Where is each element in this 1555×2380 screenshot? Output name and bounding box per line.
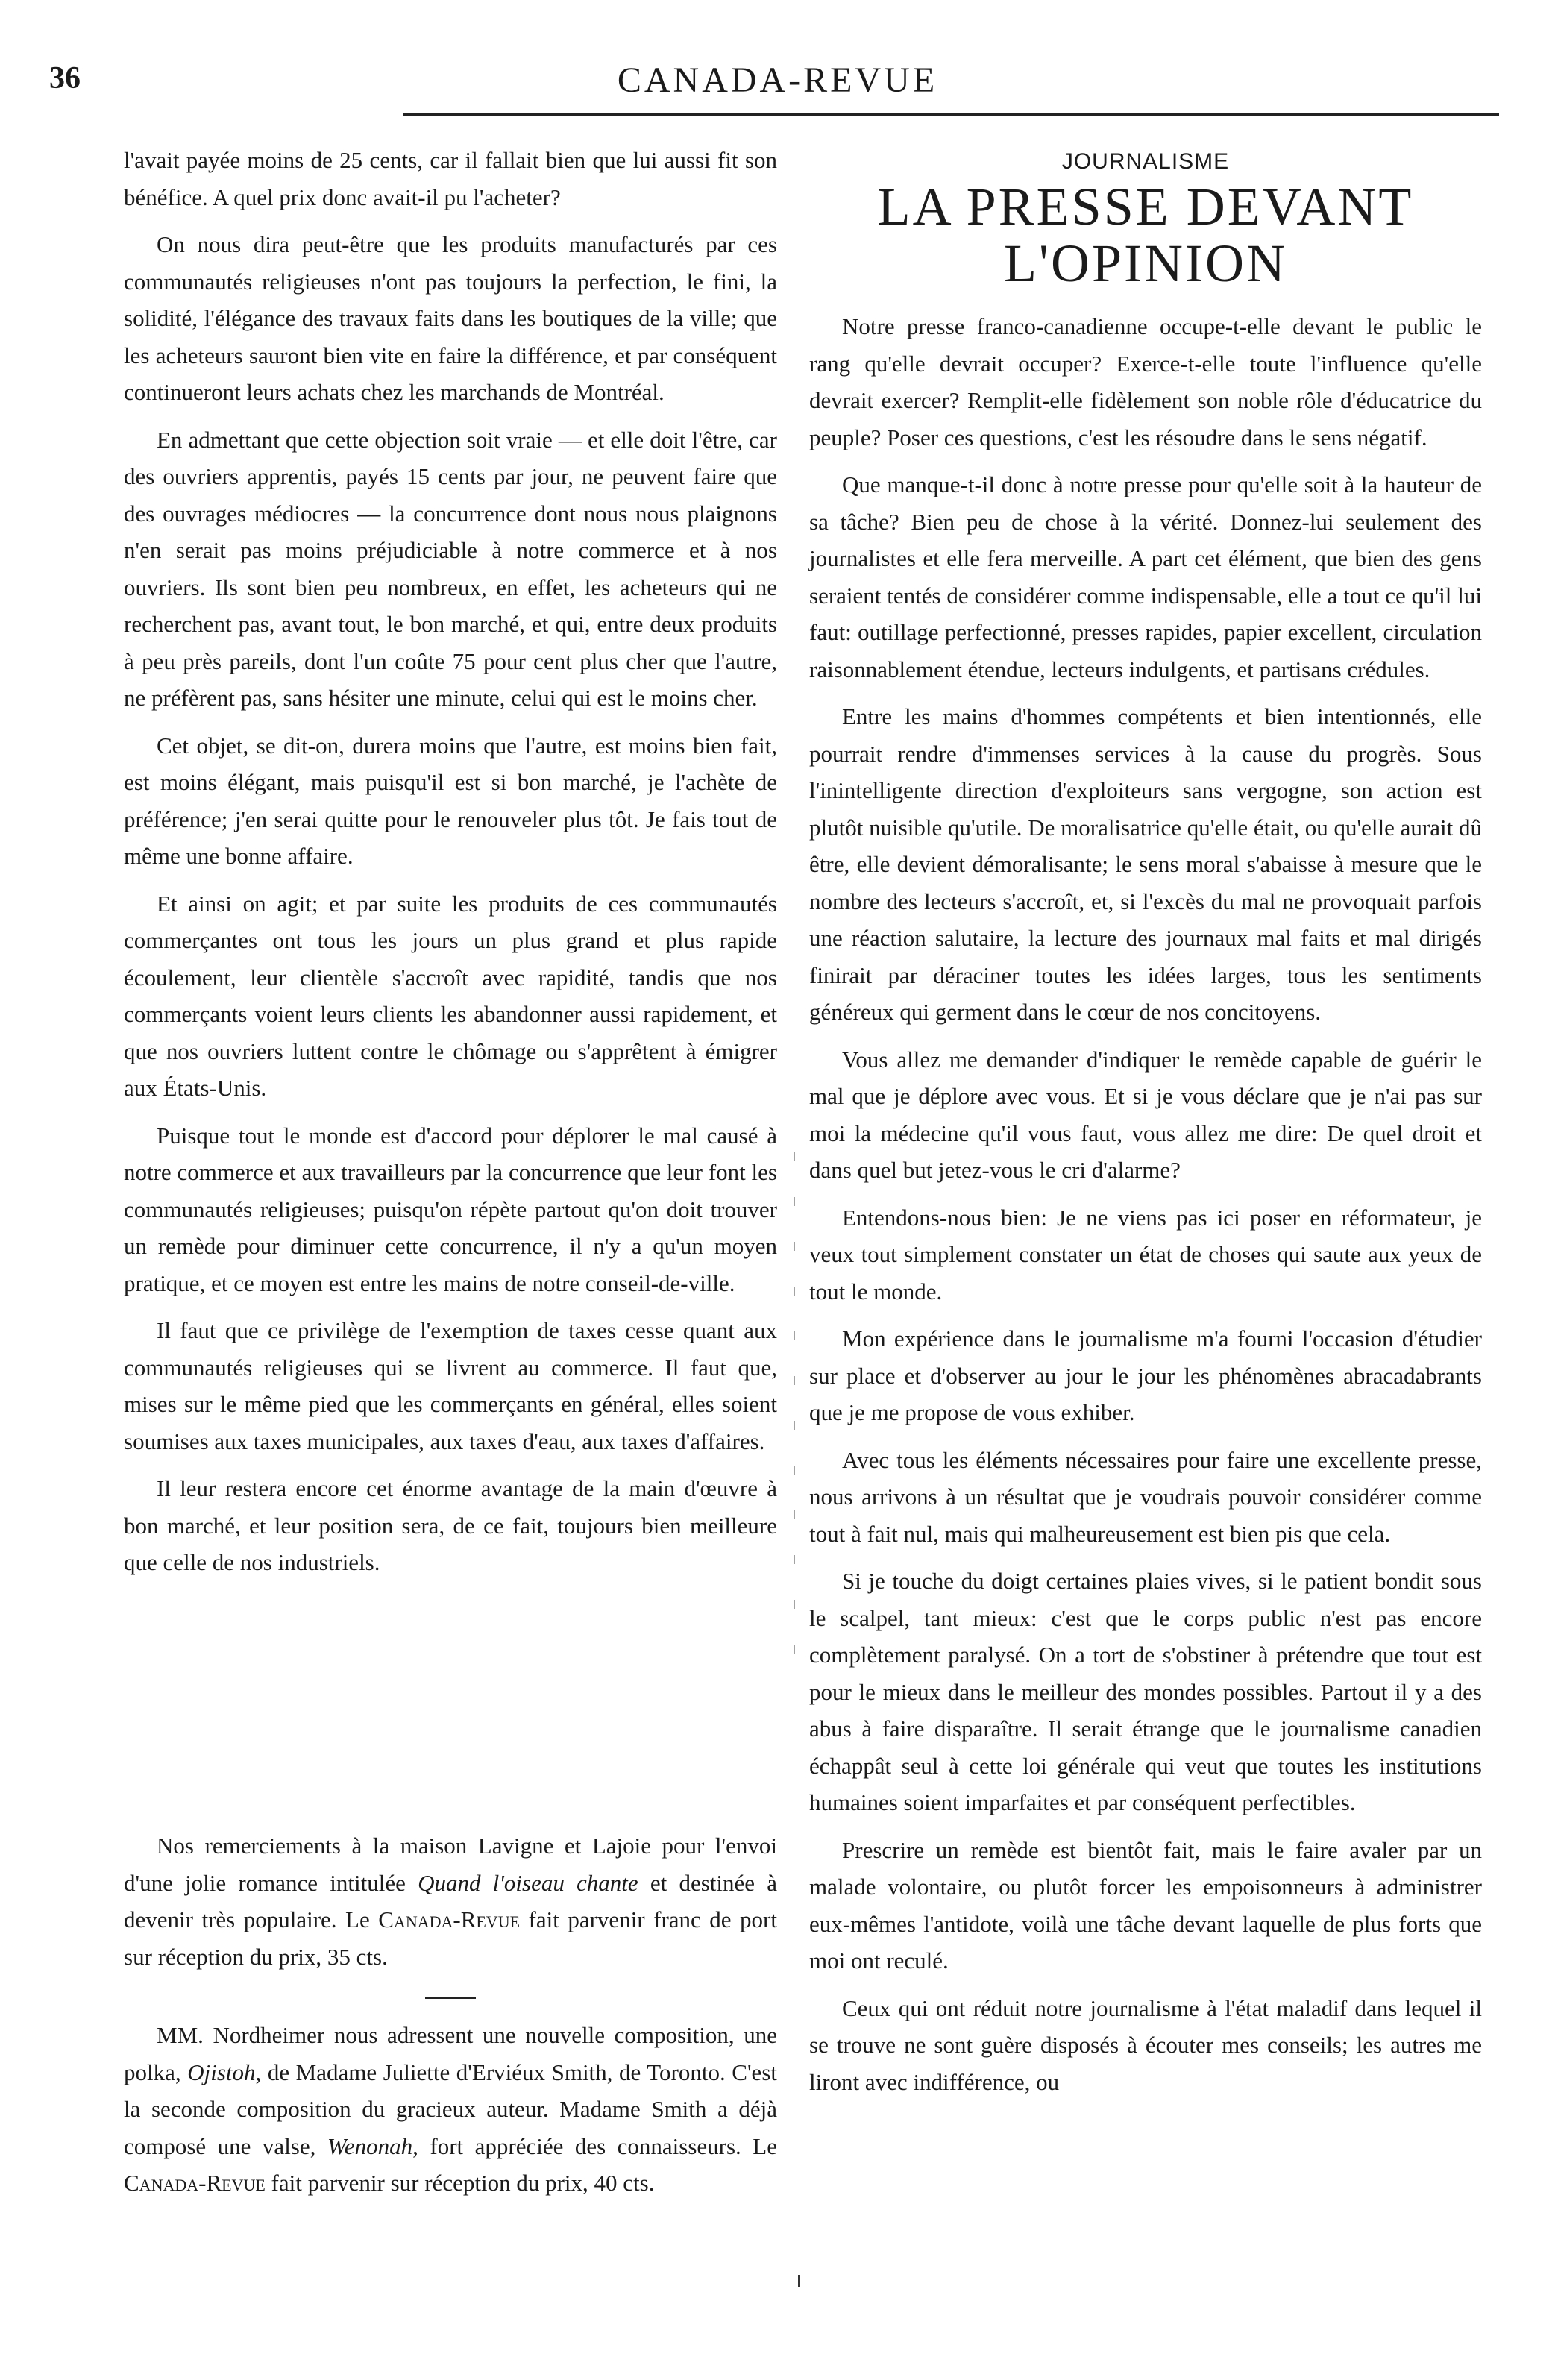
paragraph: Notre presse franco-canadienne occupe-t-elle devant le public le rang qu'elle devrait occuper? Exerce-t-elle toute l'influence qu'elle devrait exercer? Remplit-elle fidèlement son noble rôle d'éducatrice du peuple? Poser ces questions, c'est les résoudre dans le sens négatif.: [809, 313, 1482, 450]
left-column: [124, 142, 777, 1592]
paragraph: Entre les mains d'hommes compétents et bien intentionnés, elle pourrait rendre d'immenses services à la cause du progrès. Sous l'inintelligente direction d'exploiteurs sans vergogne, son action est plutôt nuisible qu'utile. De moralisatrice qu'elle était, ou qu'elle aurait dû être, elle devient démoralisante; le sens moral s'abaisse à mesure que le nombre des lecteurs s'accroît, et, si l'excès du mal ne provoquait parfois une réaction salutaire, la lecture des journaux mal faits et mal dirigés finirait par déraciner toutes les idées larges, tous les sentiments généreux qui germent dans le cœur de nos concitoyens.: [809, 703, 1482, 1026]
paragraph: Prescrire un remède est bientôt fait, mais le faire avaler par un malade volontaire, ou plutôt forcer les empoisonneurs à administrer eux-mêmes l'antidote, voilà une tâche devant laquelle de plus forts que moi ont reculé.: [809, 1836, 1482, 1974]
paragraph: l'avait payée moins de 25 cents, car il fallait bien que lui aussi fit son bénéfice. A quel prix donc avait-il pu l'acheter?: [124, 147, 777, 210]
paragraph: Vous allez me demander d'indiquer le remède capable de guérir le mal que je déplore avec vous. Et si je vous déclare que je n'ai pas sur moi la médecine qu'il vous faut, vous allez me dire: De quel droit et dans quel but jetez-vous le cri d'alarme?: [809, 1046, 1482, 1184]
paragraph: On nous dira peut-être que les produits manufacturés par ces communautés religieuses n'ont pas toujours la perfection, le fini, la solidité, l'élégance des travaux faits dans les boutiques de la ville; que les acheteurs sauront bien vite en faire la différence, et par conséquent continueront leurs achats chez les marchands de Montréal.: [124, 231, 777, 405]
paragraph: Il leur restera encore cet énorme avantage de la main d'œuvre à bon marché, et leur position sera, de ce fait, toujours bien meilleure que celle de nos industriels.: [124, 1475, 777, 1575]
paragraph: Avec tous les éléments nécessaires pour faire une excellente presse, nous arrivons à un résultat que je voudrais pouvoir considérer comme tout à fait nul, mais qui malheureusement est bien pis que cela.: [809, 1446, 1482, 1547]
notice-text: et destinée à devenir très populaire. Le: [124, 1869, 777, 1932]
column-divider: [794, 1152, 795, 1674]
notice-text: Nos remerciements à la maison Lavigne et Lajoie pour l'envoi d'une jolie romance intitulée: [124, 1833, 777, 1896]
paragraph: Puisque tout le monde est d'accord pour déplorer le mal causé à notre commerce et aux travailleurs par la concurrence que leur font les communautés religieuses; puisqu'on répète partout qu'on doit trouver un remède pour diminuer cette concurrence, il n'y a qu'un moyen pratique, et ce moyen est entre les mains de notre conseil-de-ville.: [124, 1122, 777, 1296]
paragraph: Ceux qui ont réduit notre journalisme à l'état maladif dans lequel il se trouve ne sont guère disposés à écouter mes conseils; les autres me liront avec indifférence, ou: [809, 1994, 1482, 2095]
notice-text: fait parvenir sur réception du prix, 40 cts.: [265, 2170, 655, 2196]
paragraph: Mon expérience dans le journalisme m'a fourni l'occasion d'étudier sur place et d'observer au jour le jour les phénomènes abracadabrants que je me propose de vous exhiber.: [809, 1325, 1482, 1426]
notice-paragraph: [124, 2017, 777, 2202]
song-title: Wenonah: [327, 2132, 413, 2159]
running-title: CANADA-REVUE: [617, 60, 938, 100]
page-number: 36: [49, 61, 81, 95]
notice-text: , de Madame Juliette d'Erviéux Smith, de Toronto. C'est la seconde composition du gracieux auteur. Madame Smith a déjà composé une valse,: [124, 2059, 777, 2159]
footer-mark: [798, 2275, 800, 2287]
paragraph: Entendons-nous bien: Je ne viens pas ici poser en réformateur, je veux tout simplement constater un état de choses qui saute aux yeux de tout le monde.: [809, 1204, 1482, 1304]
header-rule: [403, 113, 1499, 116]
right-column: [809, 142, 1482, 2111]
paragraph: Si je touche du doigt certaines plaies vives, si le patient bondit sous le scalpel, tant mieux: c'est que le corps public n'est pas encore complètement paralysé. On a tort de s'obstiner à prétendre que tout est pour le mieux dans le meilleur des mondes possibles. Partout il y a des abus à faire disparaître. Il serait étrange que le journalisme canadien échappât seul à cette loi générale qui veut que toutes les institutions humaines soient imparfaites et par conséquent perfectibles.: [809, 1568, 1482, 1816]
article-title: LA PRESSE DEVANT L'OPINION: [877, 177, 1414, 293]
paragraph: Que manque-t-il donc à notre presse pour qu'elle soit à la hauteur de sa tâche? Bien peu de chose à la vérité. Donnez-lui seulement des journalistes et elle fera merveille. A part cet élément, que bien des gens seraient tentés de considérer comme indispensable, elle a tout ce qu'il lui faut: outillage perfectionné, presses rapides, papier excellent, circulation raisonnablement étendue, lecteurs indulgents, et partisans crédules.: [809, 471, 1482, 682]
song-title: Quand l'oiseau chante: [418, 1869, 638, 1896]
notice-text: fait parvenir franc de port sur réception du prix, 35 cts.: [124, 1906, 777, 1970]
paragraph: En admettant que cette objection soit vraie — et elle doit l'être, car des ouvriers apprentis, payés 15 cents par jour, ne peuvent faire que des ouvrages médiocres — la concurrence dont nous nous plaignons n'en serait pas moins préjudiciable à notre commerce et à nos ouvriers. Ils sont bien peu nombreux, en effet, les acheteurs qui ne recherchent pas, avant tout, le bon marché, et qui, entre deux produits à peu près pareils, dont l'un coûte 75 pour cent plus cher que l'autre, ne préfèrent pas, sans hésiter une minute, celui qui est le moins cher.: [124, 426, 777, 711]
paragraph: Il faut que ce privilège de l'exemption de taxes cesse quant aux communautés religieuses qui se livrent au commerce. Il faut que, mises sur le même pied que les commerçants en général, elles soient soumises aux taxes municipales, aux taxes d'eau, aux taxes d'affaires.: [124, 1317, 777, 1454]
notice-text: , fort appréciée des connaisseurs. Le: [412, 2132, 777, 2159]
magazine-name: Canada-Revue: [378, 1906, 521, 1932]
notices: [124, 1827, 777, 2224]
notice-paragraph: [124, 1827, 777, 1975]
song-title: Ojistoh: [187, 2059, 256, 2085]
notice-text: MM. Nordheimer nous adressent une nouvelle composition, une polka,: [124, 2022, 777, 2085]
paragraph: Cet objet, se dit-on, durera moins que l'autre, est moins bien fait, est moins élégant, mais puisqu'il est si bon marché, je l'achète de préférence; j'en serai quitte pour le renouveler plus tôt. Je fais tout de même une bonne affaire.: [124, 732, 777, 869]
notice-divider: [425, 1997, 476, 1999]
section-heading: JOURNALISME: [1061, 149, 1230, 174]
magazine-name: Canada-Revue: [124, 2170, 266, 2196]
paragraph: Et ainsi on agit; et par suite les produits de ces communautés commerçantes ont tous les jours un plus grand et plus rapide écoulement, leur clientèle s'accroît avec rapidité, tandis que nos commerçants voient leurs clients les abandonner aussi rapidement, et que nos ouvriers luttent contre le chômage ou s'apprêtent à émigrer aux États-Unis.: [124, 890, 777, 1101]
